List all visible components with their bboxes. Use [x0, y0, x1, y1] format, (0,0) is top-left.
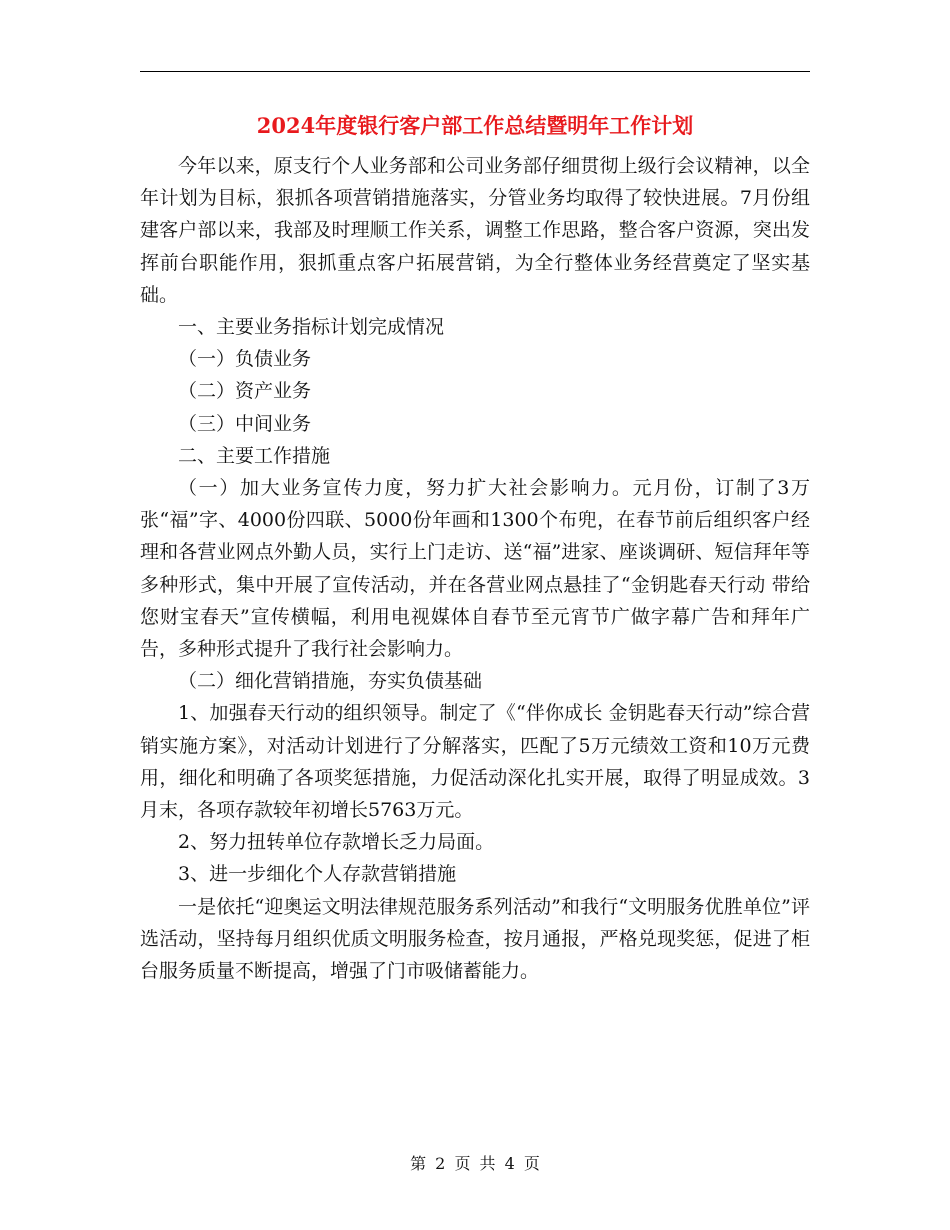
paragraph-spring-action: 1、加强春天行动的组织领导。制定了《“伴你成长 金钥匙春天行动”综合营销实施方案》，对活动计划进行了分解落实，匹配了5万元绩效工资和10万元费用，细化和明确了各项奖惩措施，力促活动深化扎实开展，取得了明显成效。3月末，各项存款较年初增长5763万元。 — [140, 702, 810, 822]
paragraph-service: 一是依托“迎奥运文明法律规范服务系列活动”和我行“文明服务优胜单位”评选活动，坚持每月组织优质文明服务检查，按月通报，严格兑现奖惩，促进了柜台服务质量不断提高，增强了门市吸储蓄能力。 — [140, 895, 810, 983]
subheading-marketing: （二）细化营销措施，夯实负债基础 — [178, 670, 483, 693]
page-number-footer: 第 2 页 共 4 页 — [410, 1154, 540, 1173]
document-body — [140, 150, 810, 987]
heading-section-1: 一、主要业务指标计划完成情况 — [178, 316, 445, 339]
paragraph-publicity: （一）加大业务宣传力度，努力扩大社会影响力。元月份，订制了3万张“福”字、4000份四联、5000份年画和1300个布兜，在春节前后组织客户经理和各营业网点外勤人员，实行上门走访、送“福”进家、座谈调研、短信拜年等多种形式，集中开展了宣传活动，并在各营业网点悬挂了“金钥匙春天行动 带给您财宝春天”宣传横幅，利用电视媒体自春节至元宵节广做字幕广告和拜年广告，多种形式提升了我行社会影响力。 — [140, 477, 810, 661]
heading-section-2: 二、主要工作措施 — [178, 444, 331, 467]
paragraph-intro: 今年以来，原支行个人业务部和公司业务部仔细贯彻上级行会议精神，以全年计划为目标，狠抓各项营销措施落实，分管业务均取得了较快进展。7月份组建客户部以来，我部及时理顺工作关系，调整工作思路，整合客户资源，突出发挥前台职能作用，狠抓重点客户拓展营销，为全行整体业务经营奠定了坚实基础。 — [140, 155, 810, 306]
paragraph-unit-deposits: 2、努力扭转单位存款增长乏力局面。 — [178, 831, 495, 854]
subheading-assets: （二）资产业务 — [178, 380, 312, 403]
header-rule — [140, 71, 810, 72]
subheading-intermediate: （三）中间业务 — [178, 412, 312, 435]
paragraph-personal-deposits: 3、进一步细化个人存款营销措施 — [178, 863, 457, 886]
subheading-liabilities: （一）负债业务 — [178, 348, 312, 371]
document-title: 2024年度银行客户部工作总结暨明年工作计划 — [256, 113, 694, 138]
